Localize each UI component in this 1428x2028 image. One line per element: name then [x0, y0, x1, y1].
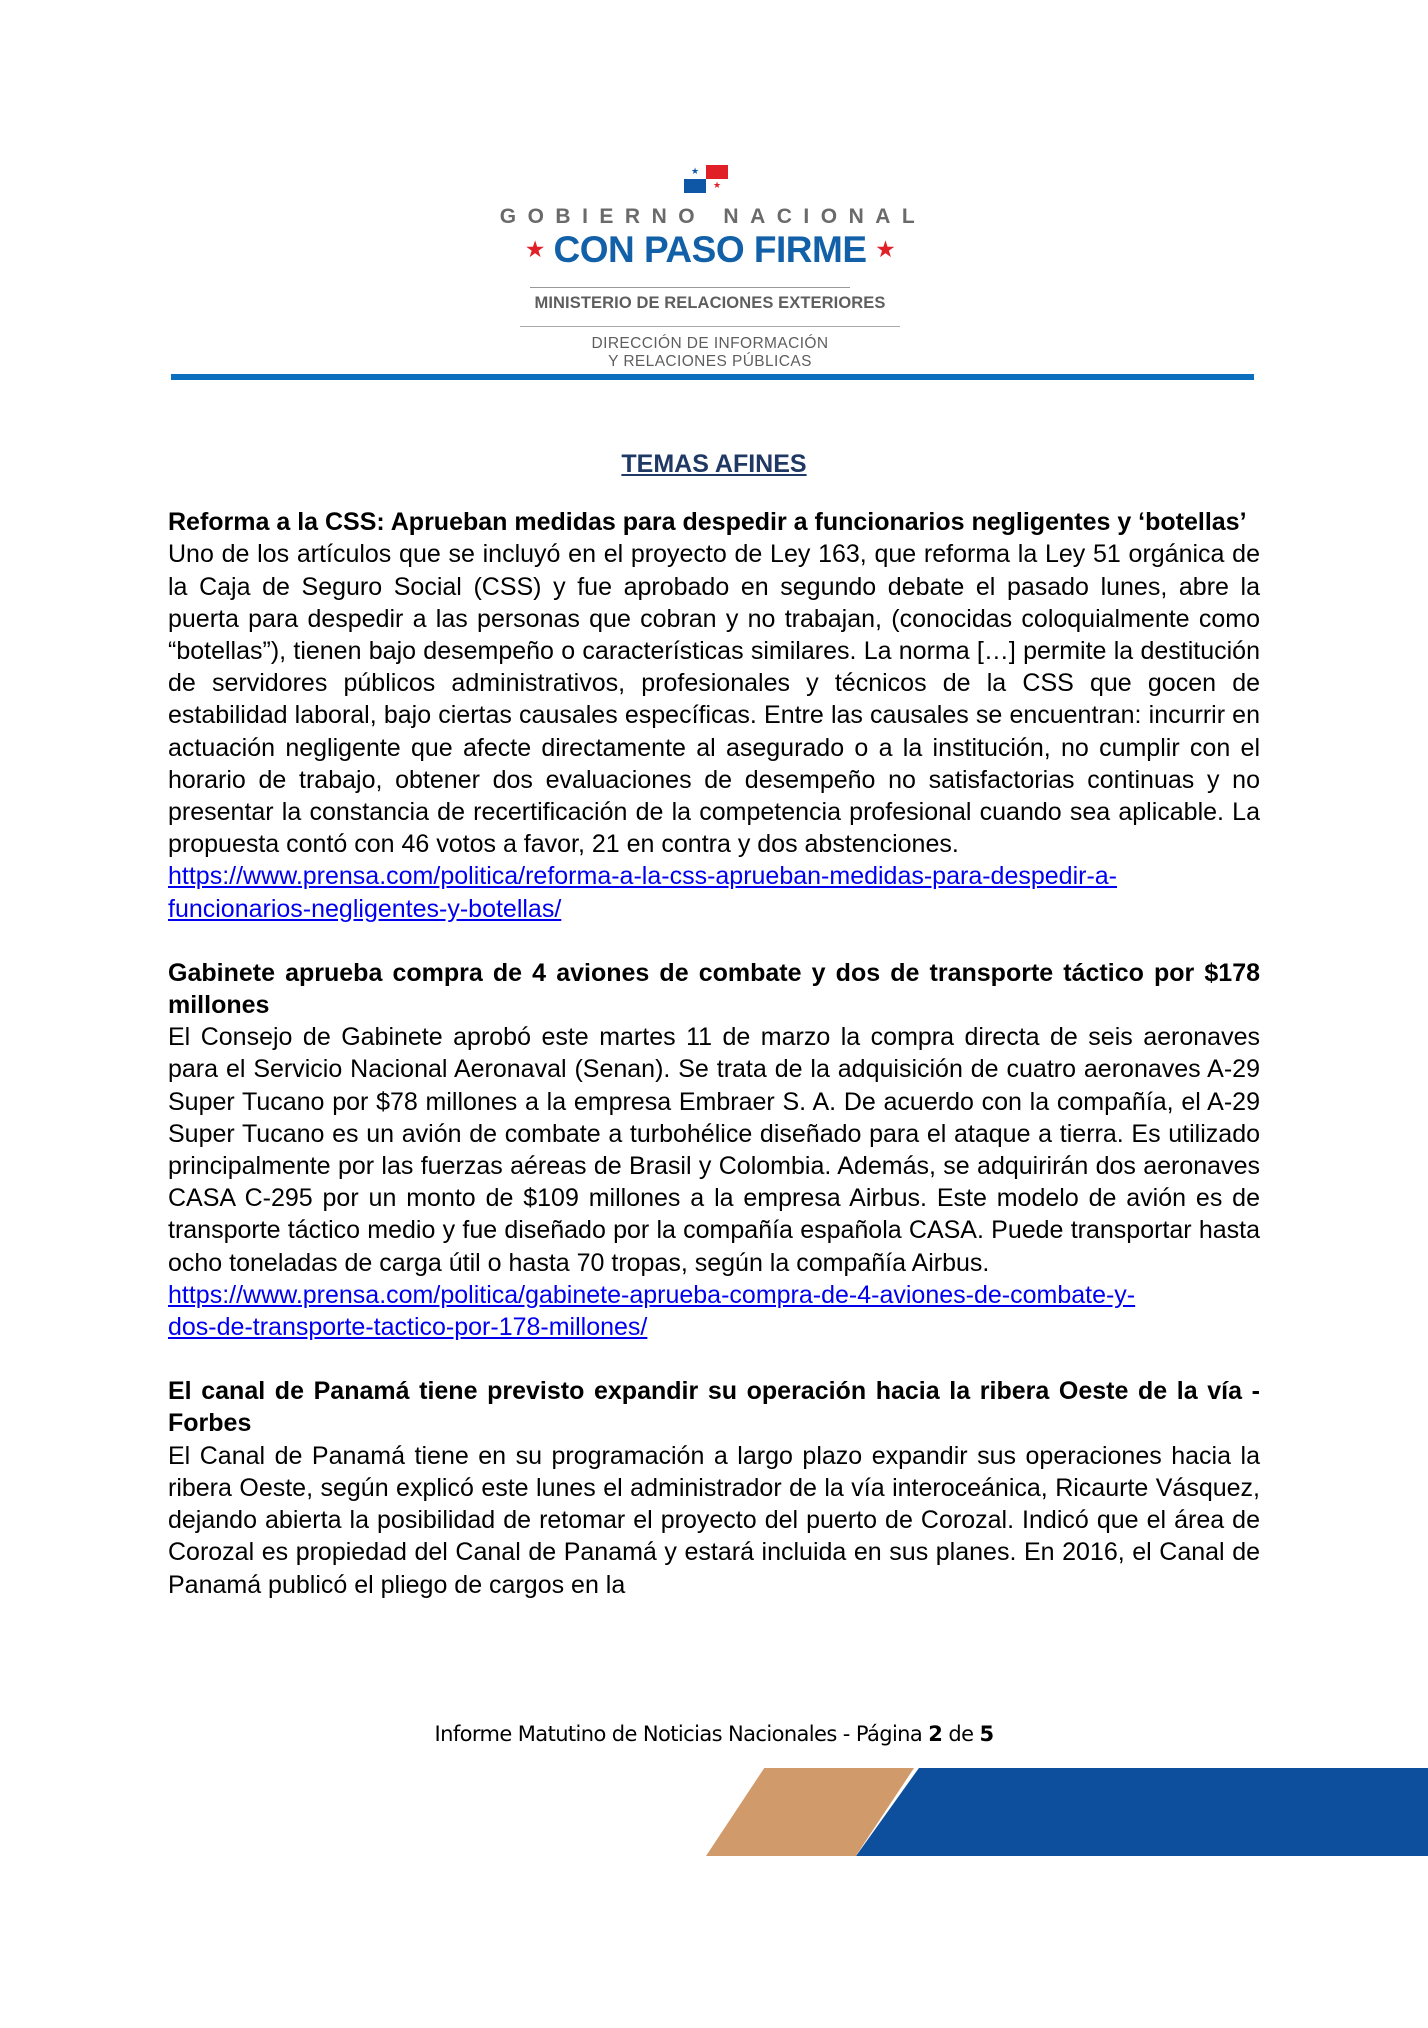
article — [168, 1375, 1260, 1600]
star-icon: ★ — [876, 238, 894, 261]
article — [168, 506, 1260, 925]
star-icon: ★ — [526, 238, 544, 261]
article-title: Reforma a la CSS: Aprueban medidas para despedir a funcionarios negligentes y ‘botellas’ — [168, 508, 1247, 537]
article-body: El Canal de Panamá tiene en su programación a largo plazo expandir sus operaciones hacia la ribera Oeste, según explicó este lunes el administrador de la vía interoceánica, Ricaurte Vásquez, dejando abierta la posibilidad de retomar el proyecto del puerto de Corozal. Indicó que el área de Corozal es propiedad del Canal de Panamá y estará incluida en sus planes. En 2016, el Canal de Panamá publicó el pliego de cargos en la — [168, 1441, 1260, 1599]
article-body: El Consejo de Gabinete aprobó este martes 11 de marzo la compra directa de seis aeronaves para el Servicio Nacional Aeronaval (Senan). Se trata de la adquisición de cuatro aeronaves A-29 Super Tucano por $78 millones a la empresa Embraer S. A. De acuerdo con la compañía, el A-29 Super Tucano es un avión de combate a turbohélice diseñado para el ataque a tierra. Es utilizado principalmente por las fuerzas aéreas de Brasil y Colombia. Además, se adquirirán dos aeronaves CASA C-295 por un monto de $109 millones a la empresa Airbus. Este modelo de avión es de transporte táctico medio y fue diseñado por la compañía española CASA. Puede transportar hasta ocho toneladas de carga útil o hasta 70 tropas, según la compañía Airbus. — [168, 1023, 1260, 1277]
article — [168, 957, 1260, 1343]
article-link[interactable]: https://www.prensa.com/politica/reforma-a-la-css-aprueban-medidas-para-despedir-a- funcionarios-negligentes-y-botellas/ — [168, 862, 1117, 923]
footer-decoration-blue — [856, 1768, 1428, 1856]
article-title: Gabinete aprueba compra de 4 aviones de combate y dos de transporte táctico por $178 millones — [168, 958, 1260, 1020]
section-title: TEMAS AFINES — [621, 450, 807, 478]
logo-direccion: DIRECCIÓN DE INFORMACIÓN Y RELACIONES PÚBLICAS — [591, 335, 829, 370]
total-pages: 5 — [979, 1722, 994, 1746]
page-footer: Informe Matutino de Noticias Nacionales - Página 2 de 5 — [434, 1722, 994, 1746]
article-link[interactable]: https://www.prensa.com/politica/gabinete-aprueba-compra-de-4-aviones-de-combate-y- dos-de-transporte-tactico-por-178-millones/ — [168, 1280, 1136, 1342]
logo-divider — [530, 287, 850, 288]
logo-ministerio: MINISTERIO DE RELACIONES EXTERIORES — [534, 294, 886, 312]
header-rule — [171, 374, 1254, 380]
page-content — [168, 448, 1260, 1633]
logo-gobierno-nacional: GOBIERNO NACIONAL — [499, 205, 927, 228]
current-page: 2 — [928, 1722, 943, 1746]
logo-divider — [520, 326, 900, 327]
panama-flag-icon: ★ ★ — [684, 165, 728, 193]
article-body: Uno de los artículos que se incluyó en el proyecto de Ley 163, que reforma la Ley 51 orgánica de la Caja de Seguro Social (CSS) y fue aprobado en segundo debate el pasado lunes, abre la puerta para despedir a las personas que cobran y no trabajan, (conocidas coloquialmente como “botellas”), tienen bajo desempeño o características similares. La norma […] permite la destitución de servidores públicos administrativos, profesionales y técnicos de la CSS que gocen de estabilidad laboral, bajo ciertas causales específicas. Entre las causales se encuentran: incurrir en actuación negligente que afecte directamente al asegurado o a la institución, no cumplir con el horario de trabajo, obtener dos evaluaciones de desempeño no satisfactorias continuas y no presentar la constancia de recertificación de la competencia profesional cuando sea aplicable. La propuesta contó con 46 votos a favor, 21 en contra y dos abstenciones. — [168, 540, 1260, 859]
article-title: El canal de Panamá tiene previsto expandir su operación hacia la ribera Oeste de la vía - Forbes — [168, 1377, 1260, 1438]
logo-con-paso-firme: ★ CON PASO FIRME ★ — [490, 229, 930, 271]
